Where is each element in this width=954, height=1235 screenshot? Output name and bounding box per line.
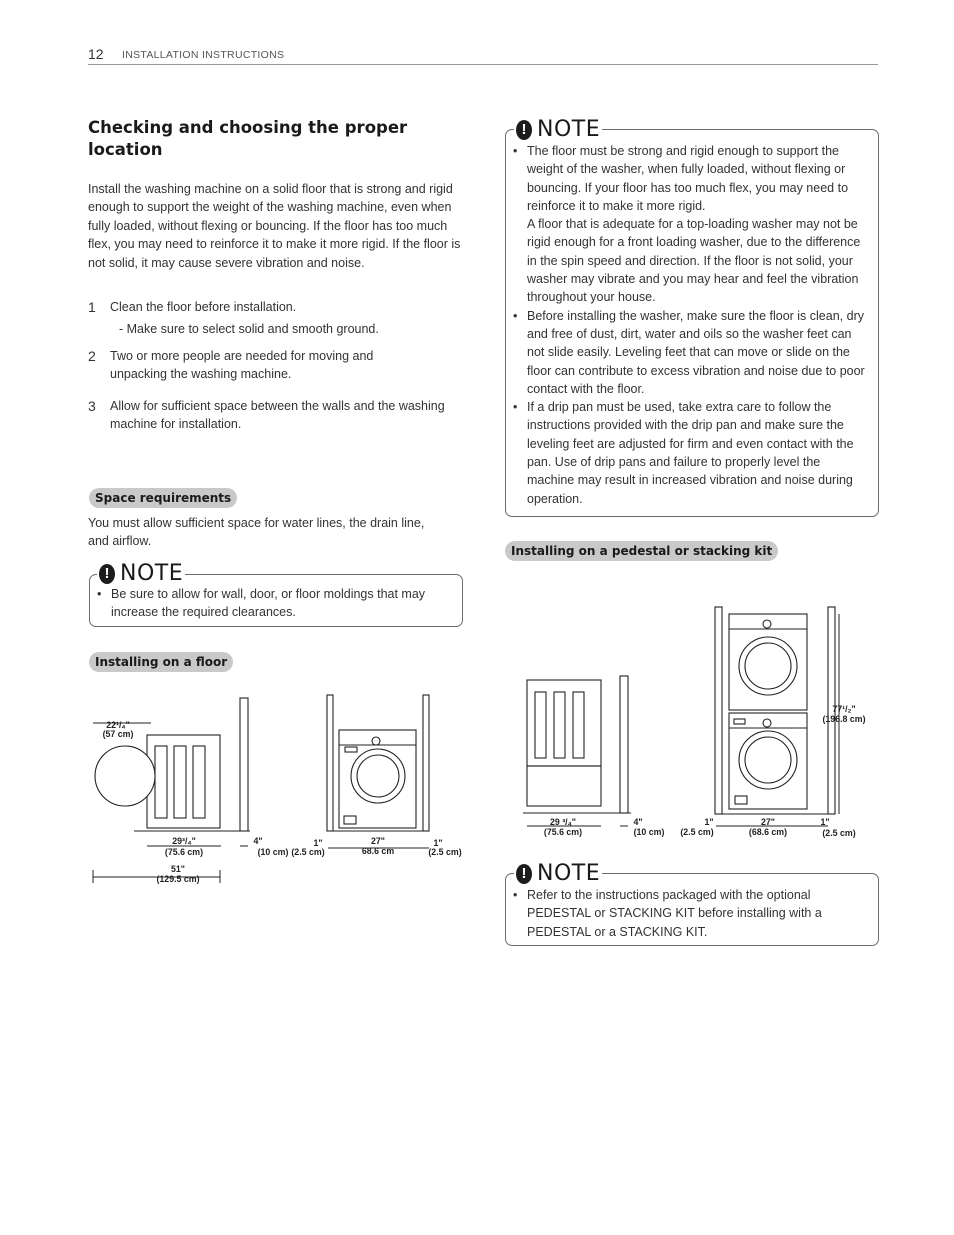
exclamation-icon: !	[516, 864, 532, 884]
space-requirements-heading: Space requirements	[89, 488, 237, 508]
dim-total-cm: (129.5 cm)	[156, 874, 200, 884]
dim-side-r-in: 1"	[820, 817, 830, 827]
dim-back-in: 4"	[633, 817, 643, 827]
step-text: Clean the floor before installation.	[110, 300, 297, 314]
pedestal-clearance-diagram	[505, 600, 885, 845]
dim-side-r-cm: (2.5 cm)	[428, 847, 462, 857]
page-number: 12	[88, 46, 104, 62]
step-text: Two or more people are needed for moving and unpacking the washing machine.	[110, 349, 374, 382]
dim-side-l-cm: (2.5 cm)	[680, 827, 714, 837]
installing-on-floor-heading: Installing on a floor	[89, 652, 233, 672]
page-title: Checking and choosing the proper location	[88, 118, 408, 159]
wall	[240, 698, 248, 831]
washer-side-body	[147, 735, 220, 828]
note-label: NOTE	[537, 861, 601, 886]
right-wall	[423, 695, 429, 831]
dim-depth-in: 29³/₄"	[172, 836, 196, 846]
dim-height-in: 77¹/₂"	[832, 704, 856, 714]
note-item: • Refer to the instructions packaged with the optional PEDESTAL or STACKING KIT before installing with a PEDESTAL or a STACKING KIT.	[513, 888, 822, 939]
dim-door-cm: (57 cm)	[102, 729, 134, 739]
dim-door-in: 22¹/₄"	[106, 720, 130, 730]
step-3	[88, 397, 468, 437]
dim-width-in: 27"	[371, 836, 385, 846]
washer-door-ring	[739, 731, 797, 789]
dim-width-in: 27"	[761, 817, 775, 827]
dim-side-r-cm: (2.5 cm)	[822, 828, 856, 838]
dim-depth-cm: (75.6 cm)	[543, 827, 583, 837]
note-item: • Be sure to allow for wall, door, or floor moldings that may increase the required clearances.	[97, 587, 426, 620]
space-requirements-text: You must allow sufficient space for water lines, the drain line, and airflow.	[88, 516, 425, 549]
dim-back-cm: (10 cm)	[633, 827, 665, 837]
note-heading	[97, 561, 185, 586]
left-wall	[715, 607, 722, 814]
note-heading	[514, 861, 602, 886]
dim-side-l-in: 1"	[313, 838, 323, 848]
step-number: 1	[88, 299, 96, 315]
dim-width-cm: 68.6 cm	[361, 846, 395, 856]
note-label: NOTE	[120, 561, 184, 586]
page-header	[88, 46, 878, 65]
note-item: • Before installing the washer, make sure the floor is clean, dry and free of dust, dirt, water and oils so the washer feet can not slide easily. Leveling feet that can move or slide on the floor can contribute to excess vibration and noise due to poor contact with the floor.	[513, 308, 865, 396]
step-1	[88, 298, 468, 318]
step-number: 3	[88, 398, 96, 414]
note-list	[507, 142, 865, 508]
dim-depth-in: 29 ³/₄"	[550, 817, 576, 827]
note-label: NOTE	[537, 117, 601, 142]
washer-door-ring	[351, 749, 405, 803]
dim-side-r-in: 1"	[433, 838, 443, 848]
intro-paragraph: Install the washing machine on a solid floor that is strong and rigid enough to support the weight of the washing machine, even when fully loaded, without flexing or bouncing. If the floor has too much flex, you may need to reinforce it to make it more rigid. If the floor is not solid, it may cause severe vibration and noise.	[88, 182, 461, 270]
dim-side-l-in: 1"	[704, 817, 714, 827]
step-2	[88, 347, 468, 387]
dim-depth-cm: (75.6 cm)	[164, 847, 204, 857]
dim-side-l-cm: (2.5 cm)	[291, 847, 325, 857]
left-wall	[327, 695, 333, 831]
washer-side-body	[527, 680, 601, 766]
note-heading	[514, 117, 602, 142]
note-list	[91, 585, 451, 622]
dim-width-cm: (68.6 cm)	[748, 827, 788, 837]
dim-total-in: 51"	[171, 864, 185, 874]
exclamation-icon: !	[99, 564, 115, 584]
step-text: Allow for sufficient space between the walls and the washing machine for installation.	[110, 399, 445, 432]
dim-height-cm: (196.8 cm)	[822, 714, 866, 724]
note-list	[507, 886, 865, 941]
floor-clearance-diagram	[88, 690, 478, 890]
step-number: 2	[88, 348, 96, 364]
pedestal-side	[527, 766, 601, 806]
dim-back-cm: (10 cm)	[257, 847, 289, 857]
open-door	[95, 746, 155, 806]
note-item: • If a drip pan must be used, take extra care to follow the instructions provided with the drip pan and make sure the leveling feet are adjusted for firm and even contact with the pan. Use of drip pans and failure to properly level the machine may result in increased vibration and noise during operation.	[513, 400, 854, 506]
installing-on-pedestal-heading: Installing on a pedestal or stacking kit	[505, 541, 778, 561]
dim-back-in: 4"	[253, 836, 263, 846]
wall	[620, 676, 628, 813]
step-1-subtext: - Make sure to select solid and smooth ground.	[119, 322, 379, 336]
note-item: • The floor must be strong and rigid enough to support the weight of the washer, when fully loaded, without flexing or bouncing. If your floor has too much flex, you may need to reinforce it to make it more rigid. A floor that is adequate for a top-loading washer may not be rigid enough for a front loading washer, due to the difference in the spin speed and direction. If the floor is not solid, your washer may vibrate and you may hear and feel the vibration throughout your house.	[513, 144, 861, 305]
dryer-door-ring	[739, 637, 797, 695]
section-label: INSTALLATION INSTRUCTIONS	[122, 49, 285, 61]
exclamation-icon: !	[516, 120, 532, 140]
